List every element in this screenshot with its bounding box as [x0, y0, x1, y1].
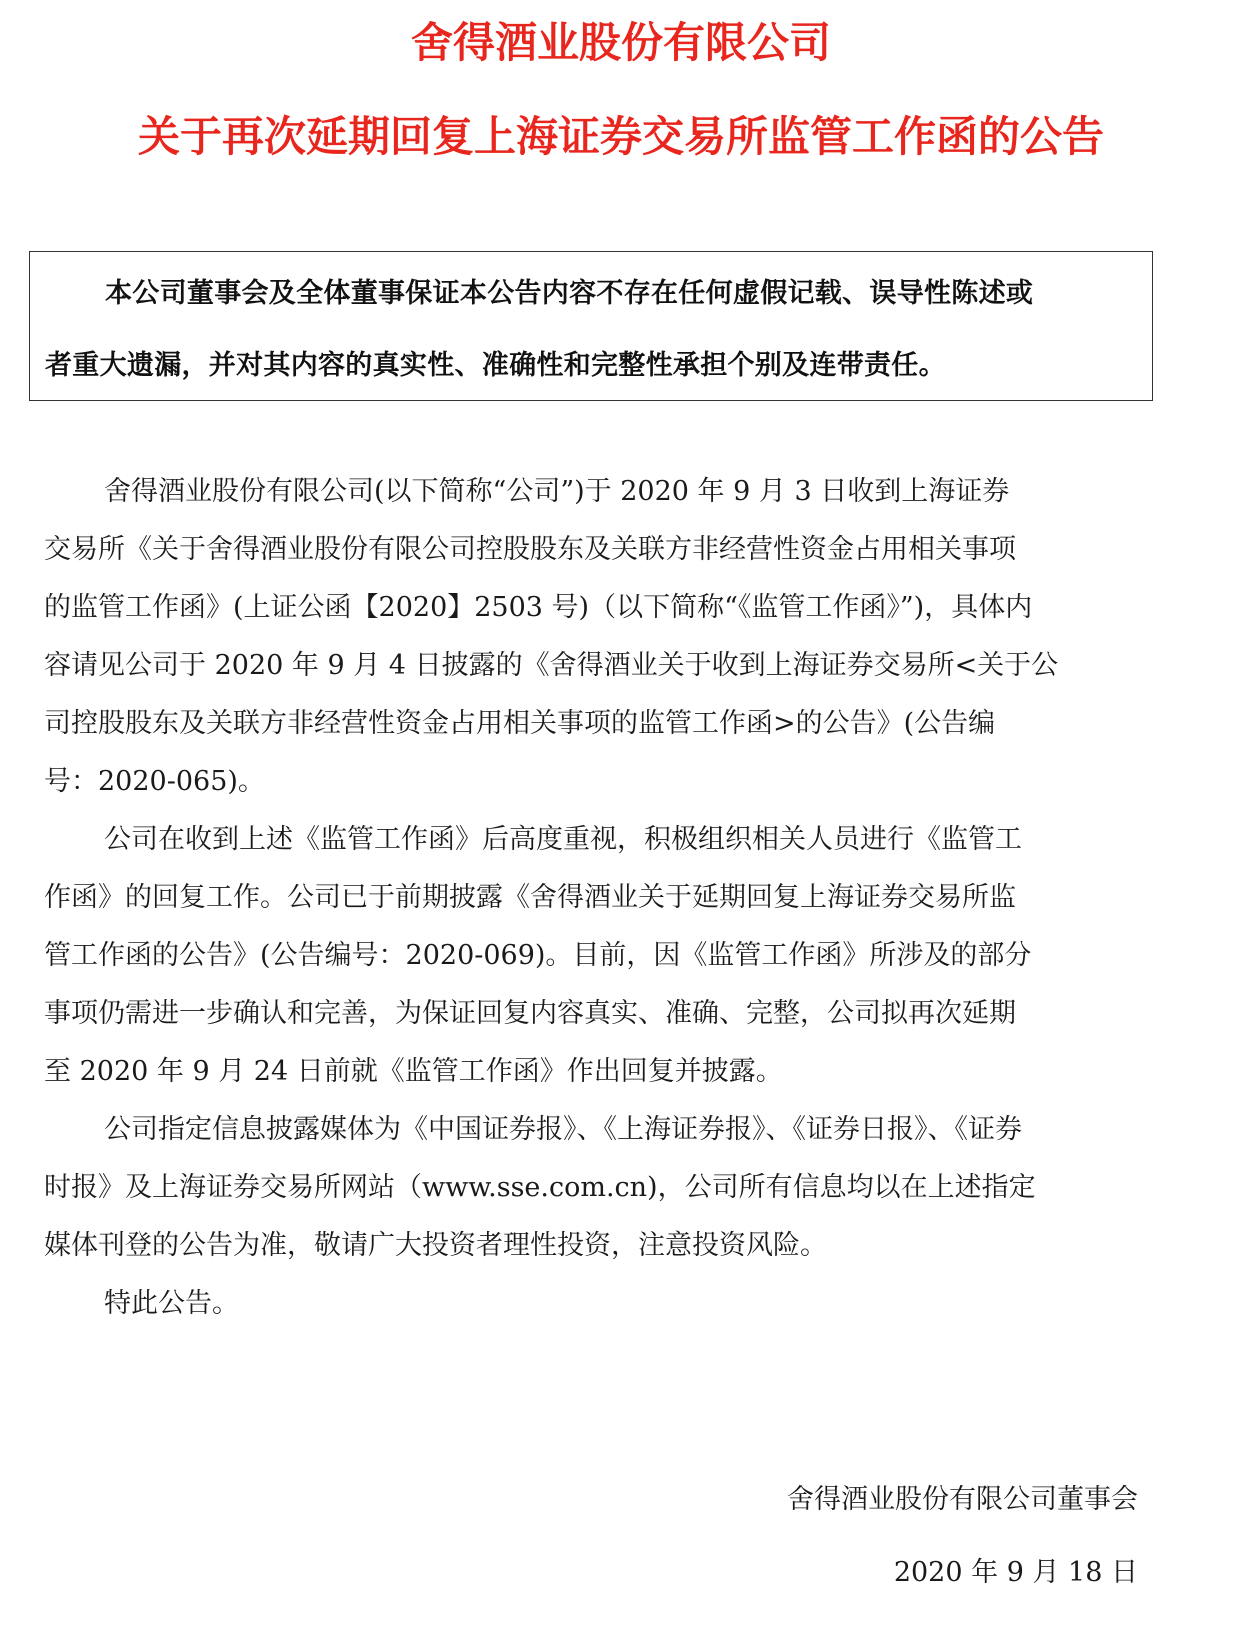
- paragraph-1-line: 司控股股东及关联方非经营性资金占用相关事项的监管工作函>的公告》(公告编: [44, 708, 996, 739]
- statement-line: 本公司董事会及全体董事保证本公告内容不存在任何虚假记载、误导性陈述或: [105, 278, 1034, 309]
- paragraph-1-line: 交易所《关于舍得酒业股份有限公司控股股东及关联方非经营性资金占用相关事项: [44, 534, 1016, 565]
- paragraph-3-line: 时报》及上海证券交易所网站（www.sse.com.cn)，公司所有信息均以在上述指定: [44, 1172, 1036, 1203]
- paragraph-1-line: 号：2020-065)。: [44, 766, 265, 797]
- paragraph-2-line: 作函》的回复工作。公司已于前期披露《舍得酒业关于延期回复上海证券交易所监: [44, 882, 1016, 913]
- paragraph-2-line: 至 2020 年 9 月 24 日前就《监管工作函》作出回复并披露。: [44, 1056, 783, 1087]
- paragraph-2-line: 管工作函的公告》(公告编号：2020-069)。目前，因《监管工作函》所涉及的部分: [44, 940, 1032, 971]
- paragraph-1-line: 的监管工作函》(上证公函【2020】2503 号)（以下简称“《监管工作函》”)，具体内: [44, 592, 1033, 623]
- closing-line: 特此公告。: [104, 1288, 239, 1319]
- paragraph-2-line: 事项仍需进一步确认和完善，为保证回复内容真实、准确、完整，公司拟再次延期: [44, 998, 1016, 1029]
- announcement-title: 关于再次延期回复上海证券交易所监管工作函的公告: [137, 112, 1104, 161]
- signature-issuer: 舍得酒业股份有限公司董事会: [787, 1484, 1138, 1515]
- paragraph-1-line: 舍得酒业股份有限公司(以下简称“公司”)于 2020 年 9 月 3 日收到上海证券: [104, 476, 1010, 507]
- board-statement-box: [29, 251, 1153, 401]
- signature-date: 2020 年 9 月 18 日: [893, 1557, 1138, 1588]
- paragraph-2-line: 公司在收到上述《监管工作函》后高度重视，积极组织相关人员进行《监管工: [104, 824, 1022, 855]
- paragraph-3-line: 公司指定信息披露媒体为《中国证券报》、《上海证券报》、《证券日报》、《证券: [104, 1114, 1022, 1145]
- statement-line: 者重大遗漏，并对其内容的真实性、准确性和完整性承担个别及连带责任。: [45, 350, 946, 381]
- paragraph-1-line: 容请见公司于 2020 年 9 月 4 日披露的《舍得酒业关于收到上海证券交易所<关于公: [44, 650, 1059, 681]
- paragraph-3-line: 媒体刊登的公告为准，敬请广大投资者理性投资，注意投资风险。: [44, 1230, 827, 1261]
- company-title: 舍得酒业股份有限公司: [410, 18, 831, 67]
